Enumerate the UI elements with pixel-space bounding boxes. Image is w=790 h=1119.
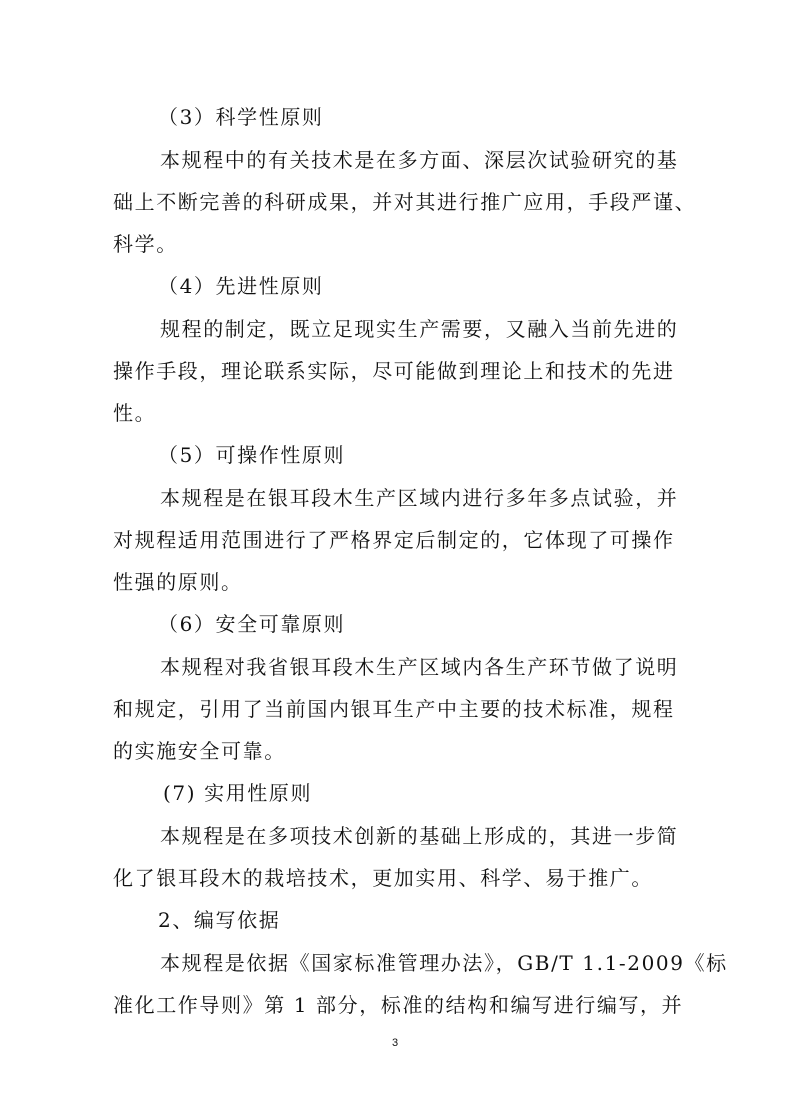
paragraph-line: 本规程中的有关技术是在多方面、深层次试验研究的基 (160, 148, 679, 172)
paragraph-line: 科学。 (113, 232, 178, 256)
paragraph-line: 本规程是依据《国家标准管理办法》，GB/T 1.1-2009《标 (160, 951, 728, 975)
section-heading-6: （6）安全可靠原则 (158, 612, 346, 636)
paragraph-line: 准化工作导则》第 1 部分，标准的结构和编写进行编写，并 (113, 993, 684, 1017)
section-heading-3: （3）科学性原则 (158, 105, 324, 129)
paragraph-line: 的实施安全可靠。 (113, 739, 286, 763)
paragraph-line: 和规定，引用了当前国内银耳生产中主要的技术标准，规程 (113, 697, 675, 721)
paragraph-line: 本规程是在银耳段木生产区域内进行多年多点试验，并 (160, 486, 679, 510)
paragraph-line: 性。 (113, 401, 157, 425)
section-heading-4: （4）先进性原则 (158, 274, 324, 298)
paragraph-line: 性强的原则。 (113, 570, 243, 594)
section-heading-5: （5）可操作性原则 (158, 443, 346, 467)
paragraph-line: 操作手段，理论联系实际，尽可能做到理论上和技术的先进 (113, 359, 675, 383)
paragraph-line: 化了银耳段木的栽培技术，更加实用、科学、易于推广。 (113, 866, 653, 890)
page-number: 3 (391, 1037, 399, 1049)
paragraph-line: 本规程是在多项技术创新的基础上形成的，其进一步简 (160, 824, 679, 848)
paragraph-line: 本规程对我省银耳段木生产区域内各生产环节做了说明 (160, 655, 679, 679)
section-heading-basis: 2、编写依据 (158, 908, 281, 932)
paragraph-line: 础上不断完善的科研成果，并对其进行推广应用，手段严谨、 (113, 190, 697, 214)
section-heading-7: (7) 实用性原则 (163, 781, 313, 805)
paragraph-line: 对规程适用范围进行了严格界定后制定的，它体现了可操作 (113, 528, 675, 552)
paragraph-line: 规程的制定，既立足现实生产需要，又融入当前先进的 (160, 317, 679, 341)
